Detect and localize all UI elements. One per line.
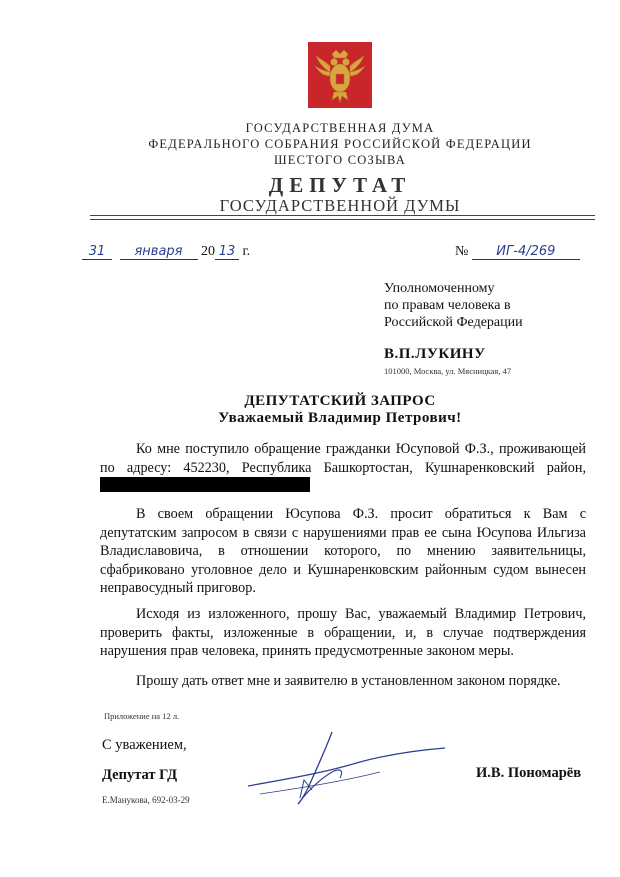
regards: С уважением, bbox=[102, 737, 187, 753]
header-divider bbox=[90, 215, 595, 216]
request-title: ДЕПУТАТСКИЙ ЗАПРОС bbox=[244, 393, 436, 409]
coat-of-arms-icon bbox=[308, 42, 372, 108]
header-divider-thin bbox=[90, 219, 595, 220]
header-line-2: ФЕДЕРАЛЬНОГО СОБРАНИЯ РОССИЙСКОЙ ФЕДЕРАЦИИ bbox=[148, 137, 532, 151]
registration-number bbox=[455, 244, 580, 260]
paragraph-2-text: В своем обращении Юсупова Ф.З. просит обратиться к Вам с депутатским запросом в связи с нарушениями прав ее сына Юсупова Ильгиза Владиславовича, в отношении которого, по мнению заявительницы, сфабриковано уголовное дело и Кушнаренковским районным судом вынесен неправосудный приговор. bbox=[100, 506, 586, 596]
number-label: № bbox=[455, 244, 469, 259]
paragraph-3-text: Исходя из изложенного, прошу Вас, уважаемый Владимир Петрович, проверить факты, изложенные в обращении, и, в случае подтверждения нарушения прав человека, принять предусмотренные законом меры. bbox=[100, 606, 586, 659]
executor: Е.Манукова, 692-03-29 bbox=[102, 795, 190, 805]
paragraph-3 bbox=[100, 605, 586, 661]
recipient-address: 101000, Москва, ул. Мясницкая, 47 bbox=[384, 366, 512, 376]
date-year-suffix: 13 bbox=[215, 244, 239, 260]
date-day: 31 bbox=[82, 244, 112, 260]
paragraph-1 bbox=[100, 440, 586, 496]
date-year-prefix: 20 bbox=[201, 244, 215, 259]
date-year-end: г. bbox=[242, 244, 251, 259]
date-line bbox=[82, 244, 250, 260]
recipient-name: В.П.ЛУКИНУ bbox=[384, 346, 486, 362]
recipient-line-3: Российской Федерации bbox=[384, 315, 523, 330]
paragraph-2 bbox=[100, 505, 586, 598]
document-subtitle: ГОСУДАРСТВЕННОЙ ДУМЫ bbox=[219, 196, 461, 215]
paragraph-1-text: Ко мне поступило обращение гражданки Юсуповой Ф.З., проживающей по адресу: 452230, Республика Башкортостан, Кушнаренковский район, bbox=[100, 441, 586, 476]
recipient-line-2: по правам человека в bbox=[384, 298, 511, 313]
header-line-1: ГОСУДАРСТВЕННАЯ ДУМА bbox=[245, 121, 435, 135]
document-title: ДЕПУТАТ bbox=[268, 173, 412, 197]
date-month: января bbox=[120, 244, 198, 260]
redaction-block bbox=[100, 477, 310, 492]
header-line-3: ШЕСТОГО СОЗЫВА bbox=[273, 153, 407, 167]
paragraph-4-text: Прошу дать ответ мне и заявителю в установленном законом порядке. bbox=[136, 673, 561, 689]
attachment-note: Приложение на 12 л. bbox=[104, 711, 180, 721]
signer-name: И.В. Пономарёв bbox=[476, 765, 582, 781]
position: Депутат ГД bbox=[102, 767, 178, 783]
paragraph-4 bbox=[100, 672, 586, 691]
recipient-line-1: Уполномоченному bbox=[384, 281, 495, 296]
signature-icon bbox=[240, 728, 450, 808]
salutation: Уважаемый Владимир Петрович! bbox=[218, 410, 462, 426]
number-value: ИГ-4/269 bbox=[472, 244, 580, 260]
